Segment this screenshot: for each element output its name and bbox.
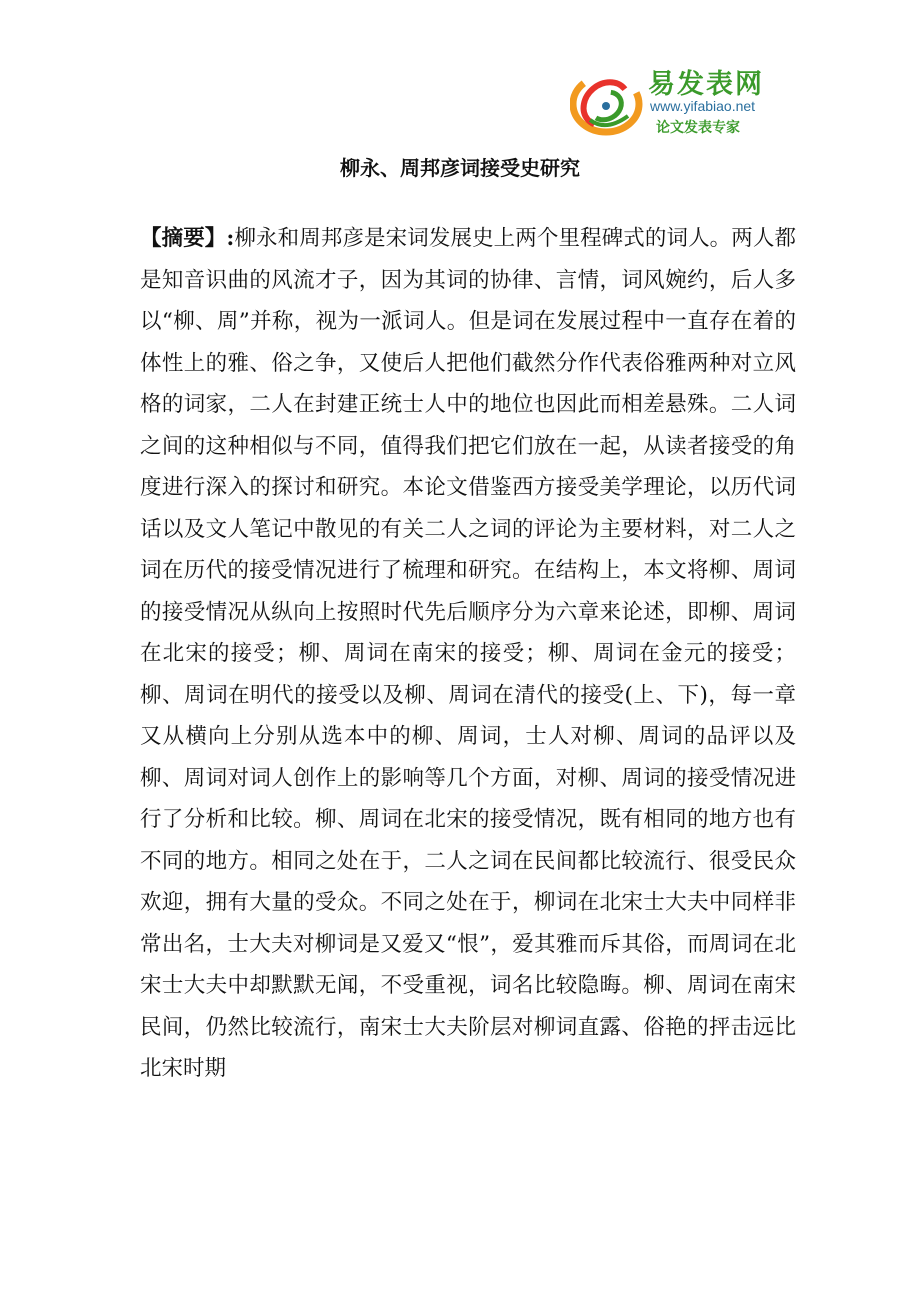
abstract-label: 【摘要】: — [140, 226, 235, 251]
logo-slogan: 论文发表专家 — [656, 120, 740, 136]
document-title: 柳永、周邦彦词接受史研究 — [340, 156, 580, 180]
site-logo — [570, 62, 790, 142]
abstract-paragraph — [140, 218, 796, 1090]
logo-url: www.yifabiao.net — [650, 98, 756, 114]
abstract-text: 柳永和周邦彦是宋词发展史上两个里程碑式的词人。两人都是知音识曲的风流才子，因为其词的协律、言情，词风婉约，后人多以“柳、周”并称，视为一派词人。但是词在发展过程中一直存在着的体性上的雅、俗之争，又使后人把他们截然分作代表俗雅两种对立风格的词家，二人在封建正统士人中的地位也因此而相差悬殊。二人词之间的这种相似与不同，值得我们把它们放在一起，从读者接受的角度进行深入的探讨和研究。本论文借鉴西方接受美学理论，以历代词话以及文人笔记中散见的有关二人之词的评论为主要材料，对二人之词在历代的接受情况进行了梳理和研究。在结构上，本文将柳、周词的接受情况从纵向上按照时代先后顺序分为六章来论述，即柳、周词在北宋的接受；柳、周词在南宋的接受；柳、周词在金元的接受；柳、周词在明代的接受以及柳、周词在清代的接受(上、下)，每一章又从横向上分别从选本中的柳、周词，士人对柳、周词的品评以及柳、周词对词人创作上的影响等几个方面，对柳、周词的接受情况进行了分析和比较。柳、周词在北宋的接受情况，既有相同的地方也有不同的地方。相同之处在于，二人之词在民间都比较流行、很受民众欢迎，拥有大量的受众。不同之处在于，柳词在北宋士大夫中同样非常出名，士大夫对柳词是又爱又“恨”，爱其雅而斥其俗，而周词在北宋士大夫中却默默无闻，不受重视，词名比较隐晦。柳、周词在南宋民间，仍然比较流行，南宋士大夫阶层对柳词直露、俗艳的抨击远比北宋时期 — [140, 226, 796, 1081]
logo-name: 易发表网 — [648, 69, 764, 100]
logo-swirl-icon — [570, 66, 646, 138]
